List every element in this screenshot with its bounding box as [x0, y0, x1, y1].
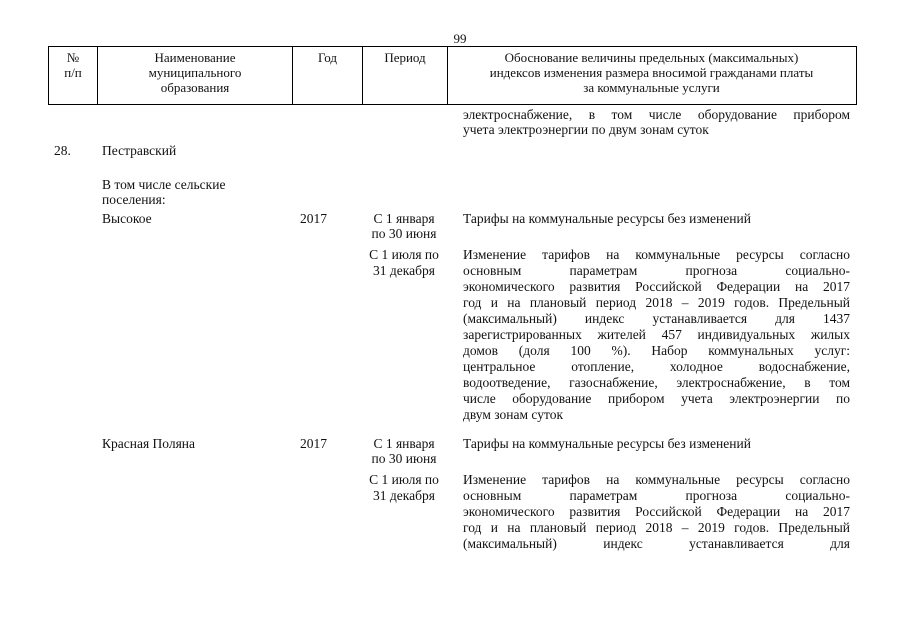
subheading: поселения:: [102, 192, 166, 207]
basis-no-change: Тарифы на коммунальные ресурсы без изменений: [463, 211, 751, 226]
header-name: Наименование муниципального образования: [148, 50, 242, 95]
period-first-half: С 1 января: [373, 211, 435, 226]
district-name: Пестравский: [102, 143, 177, 158]
basis-line: основным параметрам прогноза социально-: [463, 263, 850, 278]
basis-line: Изменение тарифов на коммунальные ресурсы согласно: [463, 247, 850, 262]
basis-line: центральное отопление, холодное водоснабжение,: [463, 359, 850, 374]
period-second-half: 31 декабря: [373, 263, 435, 278]
period-first-half: С 1 января: [373, 436, 435, 451]
basis-line: домов (доля 100 %). Набор коммунальных услуг:: [463, 343, 850, 358]
period-second-half: С 1 июля по: [369, 247, 439, 262]
settlement-name: Красная Поляна: [102, 436, 196, 451]
basis-line: экономического развития Российской Федерации на 2017: [463, 279, 850, 294]
period-second-half: 31 декабря: [373, 488, 435, 503]
basis-line: год и на плановый период 2018 – 2019 годов. Предельный: [463, 295, 850, 310]
settlement-name: Высокое: [102, 211, 152, 226]
basis-line: (максимальный) индекс устанавливается для 1437: [463, 311, 850, 326]
basis-line: зарегистрированных жителей 457 индивидуальных жилых: [463, 327, 850, 342]
row-number: 28.: [54, 143, 71, 158]
header-num: № п/п: [64, 50, 82, 80]
basis-line: числе оборудование прибором учета электроэнергии по: [463, 391, 850, 406]
continuation-line: учета электроэнергии по двум зонам суток: [463, 122, 709, 137]
basis-line: (максимальный) индекс устанавливается для: [463, 536, 850, 551]
basis-line: основным параметрам прогноза социально-: [463, 488, 850, 503]
basis-no-change: Тарифы на коммунальные ресурсы без изменений: [463, 436, 751, 451]
basis-line: водоотведение, газоснабжение, электроснабжение, в том: [463, 375, 850, 390]
basis-line: Изменение тарифов на коммунальные ресурсы согласно: [463, 472, 850, 487]
period-first-half: по 30 июня: [371, 226, 437, 241]
basis-line: год и на плановый период 2018 – 2019 годов. Предельный: [463, 520, 850, 535]
page-number: 99: [453, 31, 467, 46]
period-first-half: по 30 июня: [371, 451, 437, 466]
settlement-year: 2017: [300, 436, 327, 451]
table-header: [48, 46, 857, 105]
header-period: Период: [384, 50, 426, 65]
settlement-year: 2017: [300, 211, 327, 226]
basis-line: экономического развития Российской Федерации на 2017: [463, 504, 850, 519]
header-year: Год: [317, 50, 338, 65]
basis-line: двум зонам суток: [463, 407, 564, 422]
header-basis: Обоснование величины предельных (максимальных) индексов изменения размера вносимой гражданами платы за коммунальные услуги: [489, 50, 814, 95]
continuation-line: электроснабжение, в том числе оборудование прибором: [463, 107, 850, 122]
subheading: В том числе сельские: [102, 177, 226, 192]
period-second-half: С 1 июля по: [369, 472, 439, 487]
